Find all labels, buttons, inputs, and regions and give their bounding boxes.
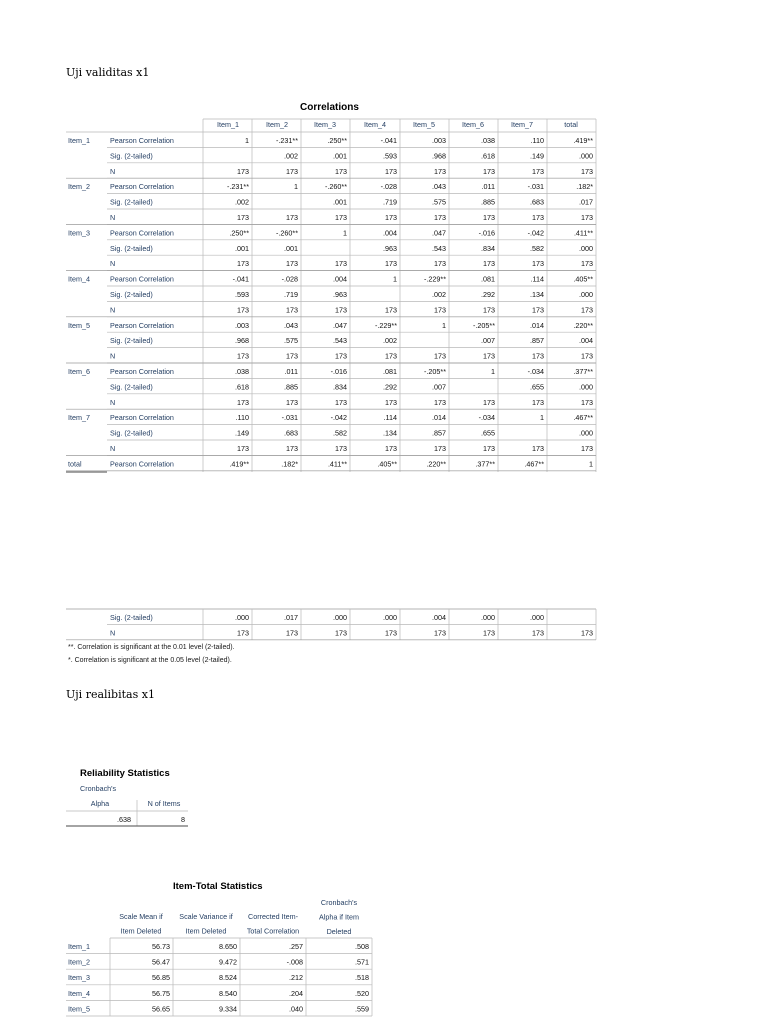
correlation-cell: .377** [475,459,495,469]
correlation-cell: -.205** [473,320,495,330]
item-total-cell: 9.472 [219,957,237,967]
continuation-cell: .000 [383,613,397,622]
correlations-stat-label: Pearson Correlation [110,459,174,469]
correlation-cell: 173 [483,351,495,361]
correlation-cell: .543 [432,243,446,253]
correlation-cell: -.260** [325,182,347,192]
continuation-cell: .000 [530,613,544,622]
correlation-cell: .038 [481,136,495,145]
correlation-cell: .683 [284,428,298,438]
correlation-cell: .000 [579,428,593,438]
correlation-cell: .000 [579,243,593,253]
correlation-cell: .011 [481,182,495,192]
correlation-cell: -.031 [527,182,544,192]
correlation-cell: .419** [229,459,249,469]
correlation-cell: 173 [237,213,249,222]
correlation-cell: 1 [245,136,249,145]
correlation-cell: -.042 [527,228,544,238]
correlation-cell: -.231** [276,136,298,145]
item-total-row-label: Item_5 [68,1004,90,1014]
correlation-cell: .377** [573,367,593,376]
correlation-cell: .110 [530,136,544,145]
correlation-cell: 173 [385,259,397,269]
correlations-column-header: Item_2 [266,120,288,129]
correlation-cell: 1 [491,367,495,376]
correlation-cell: .719 [284,290,298,299]
correlation-cell: .593 [235,290,249,299]
item-total-column-header: Total Correlation [246,926,300,936]
correlations-stat-label: N [110,305,116,315]
item-total-cell: 56.47 [152,957,170,967]
correlation-cell: 173 [532,444,544,453]
correlation-cell: .575 [284,336,298,346]
reliability-n-items-value: 8 [181,815,185,824]
item-total-cell: 8.650 [219,942,237,951]
correlation-cell: .000 [579,290,593,299]
correlation-cell: -.041 [380,136,397,145]
correlations-stat-label: Pearson Correlation [110,228,174,238]
correlation-cell: .405** [573,274,593,284]
continuation-cell: .000 [235,613,249,622]
correlation-cell: .004 [383,228,397,238]
correlation-cell: 1 [589,459,593,469]
correlations-row-item-label: total [68,459,82,469]
reliability-statistics-title: Reliability Statistics [80,768,170,779]
correlations-column-header: Item_5 [413,120,435,129]
item-total-cell: 56.85 [152,973,170,983]
continuation-cell: .004 [432,613,446,622]
item-total-row-label: Item_4 [68,988,90,998]
item-total-column-header: Item Deleted [185,926,227,936]
correlations-stat-label: Sig. (2-tailed) [110,243,153,253]
correlation-cell: .043 [284,320,298,330]
item-total-cell: .508 [355,942,369,951]
correlation-cell: .001 [333,197,347,207]
correlation-cell: .220** [573,320,593,330]
correlation-cell: .002 [432,290,446,299]
correlation-cell: 173 [385,213,397,222]
correlation-cell: 173 [286,259,298,269]
correlation-cell: .411** [327,459,347,469]
item-total-column-header: Alpha if Item [319,912,359,922]
correlation-cell: -.034 [478,413,495,423]
correlation-cell: .292 [481,290,495,299]
correlation-cell: 173 [434,351,446,361]
item-total-cell: .571 [355,957,369,967]
correlation-cell: .004 [579,336,593,346]
correlation-cell: .857 [432,428,446,438]
correlation-cell: .149 [235,428,249,438]
item-total-statistics-title: Item-Total Statistics [173,881,263,892]
item-total-column-header: Corrected Item- [248,912,298,921]
item-total-column-header: Deleted [326,927,352,936]
correlation-cell: 173 [581,351,593,361]
continuation-cell: .000 [481,613,495,622]
correlations-stat-label: Sig. (2-tailed) [110,428,153,438]
correlation-cell: 173 [237,444,249,453]
correlation-cell: .968 [432,151,446,161]
correlations-stat-label: Sig. (2-tailed) [110,336,153,346]
correlation-cell: .467** [573,413,593,423]
correlation-cell: 173 [434,305,446,315]
correlations-column-header: Item_7 [511,120,533,129]
correlation-cell: 173 [237,166,249,176]
correlations-column-header: Item_4 [364,120,386,129]
correlation-cell: 173 [237,259,249,269]
continuation-cell: 173 [385,628,397,638]
item-total-cell: .559 [355,1004,369,1014]
correlation-cell: 173 [335,166,347,176]
correlation-cell: .575 [432,197,446,207]
correlation-cell: -.231** [227,182,249,192]
correlation-cell: .001 [333,151,347,161]
correlation-cell: .134 [530,290,544,299]
correlation-cell: .857 [530,336,544,346]
correlation-cell: 1 [343,228,347,238]
correlation-cell: 173 [532,397,544,407]
correlation-cell: .885 [481,197,495,207]
correlation-cell: 1 [393,274,397,284]
correlation-cell: .002 [284,151,298,161]
reliability-header-top: Cronbach's [80,784,117,793]
reliability-header-n-items: N of Items [147,799,181,808]
correlation-cell: .250** [229,228,249,238]
correlation-cell: .618 [235,382,249,392]
correlations-stat-label: N [110,397,116,407]
correlation-cell: -.031 [281,413,298,423]
correlation-cell: 173 [581,397,593,407]
item-total-cell: .520 [355,988,369,998]
correlation-cell: 173 [581,259,593,269]
correlation-cell: 173 [335,351,347,361]
correlation-cell: 173 [335,305,347,315]
item-total-row-label: Item_1 [68,942,90,951]
correlation-cell: .182* [281,459,298,469]
item-total-cell: 56.73 [152,942,170,951]
correlation-cell: 173 [237,351,249,361]
correlation-cell: .292 [383,382,397,392]
continuation-cell: 173 [581,628,593,638]
continuation-stat-label: Sig. (2-tailed) [110,613,153,622]
correlation-cell: 173 [434,444,446,453]
correlations-row-item-label: Item_1 [68,136,90,145]
correlation-cell: .134 [383,428,397,438]
correlation-cell: 173 [434,397,446,407]
correlation-cell: .081 [383,367,397,376]
correlation-cell: .002 [235,197,249,207]
correlation-cell: 173 [532,351,544,361]
item-total-cell: .212 [289,973,303,983]
correlation-cell: 173 [532,213,544,222]
correlation-cell: 173 [483,305,495,315]
correlation-cell: .003 [235,320,249,330]
correlations-stat-label: N [110,166,116,176]
correlation-cell: 173 [532,305,544,315]
correlation-cell: 173 [581,213,593,222]
correlation-cell: -.028 [380,182,397,192]
correlation-cell: .582 [333,428,347,438]
item-total-cell: 56.65 [152,1004,170,1014]
correlation-cell: 173 [286,444,298,453]
correlation-cell: -.016 [478,228,495,238]
correlation-cell: .719 [383,197,397,207]
correlation-cell: 173 [335,397,347,407]
footnote-005: *. Correlation is significant at the 0.05 level (2-tailed). [68,657,232,664]
correlation-cell: .001 [284,243,298,253]
continuation-cell: .000 [333,613,347,622]
item-total-row-label: Item_2 [68,957,90,967]
correlations-stat-label: N [110,444,116,453]
correlations-title: Correlations [300,102,359,113]
correlation-cell: 173 [237,305,249,315]
item-total-cell: 8.524 [219,973,237,983]
correlation-cell: 1 [442,320,446,330]
correlation-cell: .000 [579,151,593,161]
item-total-cell: -.008 [286,957,303,967]
correlation-cell: .081 [481,274,495,284]
correlation-cell: .007 [481,336,495,346]
continuation-cell: 173 [532,628,544,638]
correlation-cell: 173 [385,166,397,176]
correlation-cell: .411** [573,228,593,238]
continuation-cell: 173 [434,628,446,638]
item-total-cell: 9.334 [219,1004,237,1014]
correlation-cell: .047 [432,228,446,238]
correlation-cell: 173 [385,444,397,453]
correlation-cell: .110 [235,413,249,423]
correlations-stat-label: Pearson Correlation [110,274,174,284]
correlation-cell: .963 [383,243,397,253]
correlations-column-header: Item_1 [217,120,239,129]
correlation-cell: .220** [426,459,446,469]
correlation-cell: -.028 [281,274,298,284]
correlations-row-item-label: Item_5 [68,320,90,330]
correlation-cell: .047 [333,320,347,330]
correlation-cell: .885 [284,382,298,392]
continuation-cell: 173 [483,628,495,638]
item-total-cell: .040 [289,1004,303,1014]
correlation-cell: .467** [524,459,544,469]
correlation-cell: 173 [335,213,347,222]
correlation-cell: .834 [481,243,495,253]
correlation-cell: -.229** [424,274,446,284]
correlation-cell: .543 [333,336,347,346]
correlation-cell: 173 [532,259,544,269]
correlation-cell: 173 [286,397,298,407]
correlations-stat-label: N [110,351,116,361]
correlations-stat-label: Sig. (2-tailed) [110,290,153,299]
correlation-cell: .683 [530,197,544,207]
item-total-column-header: Scale Mean if [119,912,163,921]
correlation-cell: .405** [377,459,397,469]
correlation-cell: 173 [286,351,298,361]
correlation-cell: .114 [530,274,544,284]
item-total-cell: 8.540 [219,988,237,998]
correlation-cell: 173 [434,259,446,269]
correlation-cell: .017 [579,197,593,207]
correlation-cell: .655 [481,428,495,438]
correlation-cell: .419** [573,136,593,145]
continuation-cell: 173 [237,628,249,638]
correlation-cell: -.229** [375,320,397,330]
correlation-cell: 173 [237,397,249,407]
correlation-cell: .968 [235,336,249,346]
item-total-cell: .257 [289,942,303,951]
correlation-cell: 173 [385,397,397,407]
validity-heading: Uji validitas x1 [66,66,150,79]
item-total-column-header: Item Deleted [120,926,162,936]
correlations-stat-label: N [110,259,116,269]
correlation-cell: .182* [576,182,593,192]
correlation-cell: 173 [483,166,495,176]
correlation-cell: .000 [579,382,593,392]
correlations-row-item-label: Item_2 [68,182,90,192]
correlations-stat-label: Sig. (2-tailed) [110,382,153,392]
correlations-column-header: total [564,120,578,129]
correlation-cell: 173 [286,166,298,176]
correlation-cell: .834 [333,382,347,392]
reliability-header-alpha: Alpha [90,799,110,808]
correlations-stat-label: Pearson Correlation [110,320,174,330]
continuation-cell: 173 [335,628,347,638]
correlations-row-item-label: Item_7 [68,413,90,423]
correlation-cell: -.042 [330,413,347,423]
correlations-row-item-label: Item_4 [68,274,90,284]
correlations-stat-label: Sig. (2-tailed) [110,151,153,161]
correlation-cell: .011 [284,367,298,376]
correlation-cell: 173 [286,213,298,222]
correlations-column-header: Item_3 [314,120,336,129]
correlation-cell: .593 [383,151,397,161]
item-total-column-header: Scale Variance if [179,912,233,921]
correlations-stat-label: Sig. (2-tailed) [110,197,153,207]
correlation-cell: 173 [335,259,347,269]
correlations-row-item-label: Item_3 [68,228,90,238]
correlation-cell: 173 [532,166,544,176]
correlation-cell: 173 [385,351,397,361]
correlation-cell: -.016 [330,367,347,376]
correlation-cell: 173 [483,444,495,453]
correlation-cell: 173 [335,444,347,453]
reliability-heading: Uji realibitas x1 [66,688,155,701]
correlation-cell: .655 [530,382,544,392]
correlation-cell: .007 [432,382,446,392]
correlation-cell: 173 [434,213,446,222]
correlation-cell: .002 [383,336,397,346]
correlation-cell: 173 [483,213,495,222]
correlation-cell: .001 [235,243,249,253]
correlation-cell: .963 [333,290,347,299]
item-total-cell: .518 [355,973,369,983]
correlation-cell: -.041 [232,274,249,284]
continuation-stat-label: N [110,628,116,638]
correlation-cell: 173 [581,444,593,453]
item-total-column-header: Cronbach's [320,898,358,907]
correlations-stat-label: Pearson Correlation [110,136,174,145]
correlations-stat-label: Pearson Correlation [110,413,174,423]
correlation-cell: .014 [530,320,544,330]
correlation-cell: 173 [483,259,495,269]
correlation-cell: .014 [432,413,446,423]
correlations-stat-label: N [110,213,116,222]
item-total-cell: .204 [289,988,303,998]
correlation-cell: -.034 [527,367,544,376]
correlation-cell: -.260** [276,228,298,238]
correlation-cell: 173 [581,166,593,176]
correlation-cell: .250** [327,136,347,145]
correlation-cell: 173 [434,166,446,176]
item-total-cell: 56.75 [152,988,170,998]
correlations-stat-label: Pearson Correlation [110,367,174,376]
correlation-cell: .043 [432,182,446,192]
correlation-cell: 1 [294,182,298,192]
correlation-cell: 173 [483,397,495,407]
correlations-stat-label: Pearson Correlation [110,182,174,192]
correlation-cell: .618 [481,151,495,161]
correlations-row-item-label: Item_6 [68,367,90,376]
correlation-cell: .114 [383,413,397,423]
correlation-cell: -.205** [424,367,446,376]
correlation-cell: .582 [530,243,544,253]
correlation-cell: 173 [385,305,397,315]
correlations-column-header: Item_6 [462,120,484,129]
correlation-cell: 173 [581,305,593,315]
continuation-cell: 173 [286,628,298,638]
correlation-cell: .004 [333,274,347,284]
correlation-cell: .038 [235,367,249,376]
footnote-001: **. Correlation is significant at the 0.01 level (2-tailed). [68,644,235,651]
correlation-cell: .149 [530,151,544,161]
reliability-alpha-value: .638 [117,815,131,824]
item-total-row-label: Item_3 [68,973,90,983]
correlation-cell: 173 [286,305,298,315]
continuation-cell: .017 [284,613,298,622]
correlation-cell: .003 [432,136,446,145]
correlation-cell: 1 [540,413,544,423]
